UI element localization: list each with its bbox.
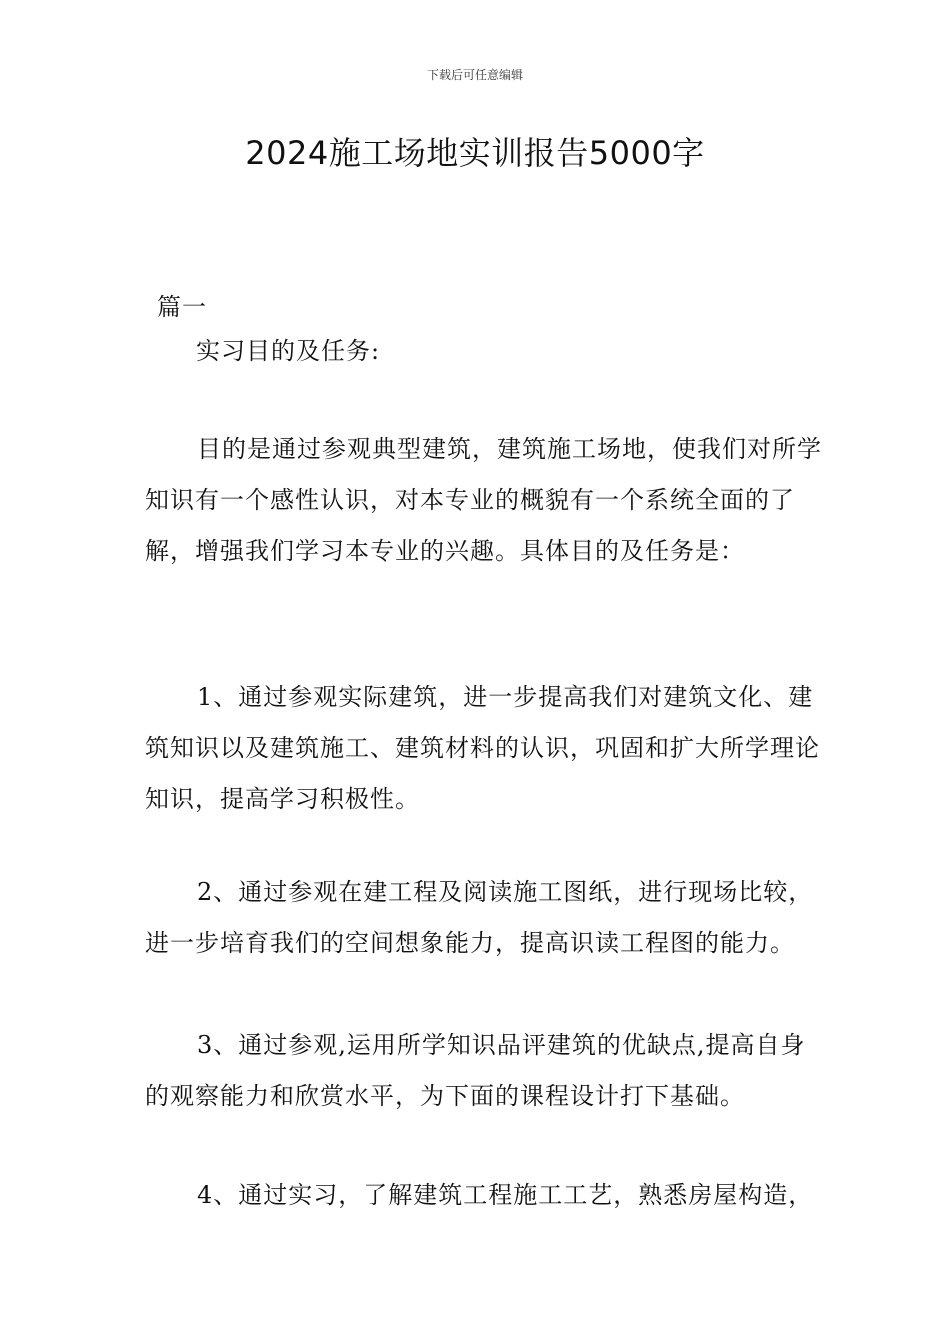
paragraph-purpose: 目的是通过参观典型建筑，建筑施工场地，使我们对所学知识有一个感性认识，对本专业的概貌有一个系统全面的了解，增强我们学习本专业的兴趣。具体目的及任务是： bbox=[145, 435, 822, 565]
section-label: 篇一 bbox=[157, 293, 207, 321]
paragraph-item-1: 1、通过参观实际建筑，进一步提高我们对建筑文化、建筑知识以及建筑施工、建筑材料的认识，巩固和扩大所学理论知识，提高学习积极性。 bbox=[145, 683, 820, 813]
paragraph-item-2: 2、通过参观在建工程及阅读施工图纸，进行现场比较，进一步培育我们的空间想象能力，提高识读工程图的能力。 bbox=[145, 878, 814, 957]
document-title: 2024施工场地实训报告5000字 bbox=[245, 134, 705, 172]
paragraph-item-4: 4、通过实习，了解建筑工程施工工艺，熟悉房屋构造， bbox=[197, 1181, 814, 1209]
page-header-note: 下载后可任意编辑 bbox=[426, 68, 523, 82]
subheading: 实习目的及任务: bbox=[196, 337, 381, 365]
paragraph-item-3: 3、通过参观,运用所学知识品评建筑的优缺点,提高自身的观察能力和欣赏水平，为下面的课程设计打下基础。 bbox=[145, 1031, 806, 1110]
